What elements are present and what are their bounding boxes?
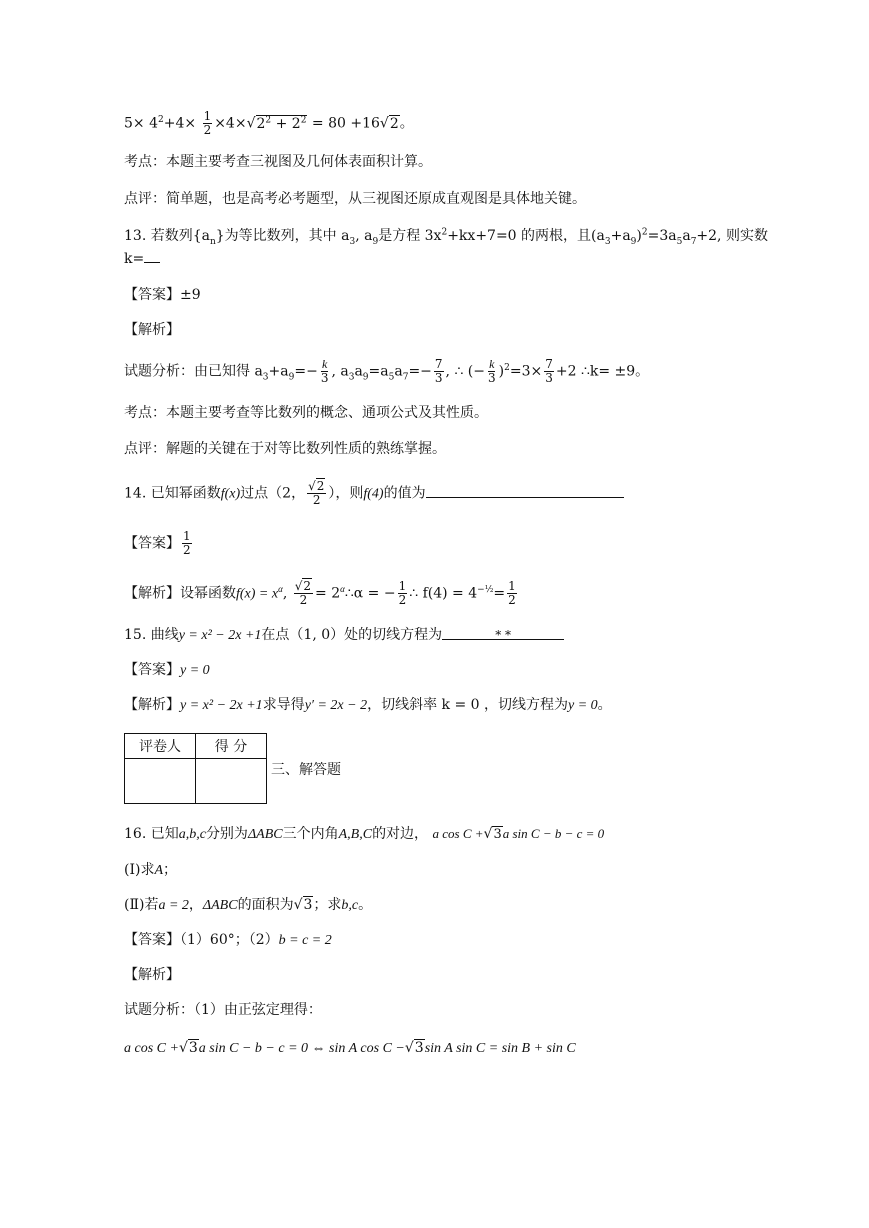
text: +a xyxy=(610,228,631,244)
q13-jiexi: 【解析】 xyxy=(124,322,180,338)
text: ； xyxy=(163,862,178,878)
text: 分别为 xyxy=(205,826,248,842)
math: y = x² − 2x +1 xyxy=(180,698,263,713)
answer-label: 【答案】 xyxy=(124,932,180,948)
text: , a xyxy=(355,228,373,244)
text: ∴α = − xyxy=(344,585,396,602)
text: =− xyxy=(294,363,318,380)
q13-stem: 13. 若数列$\{a_n\}$为等比数列，其中 $a_3$, $a_9$是方程 $3x^2+kx+7=0$ 的两根，且$(a_3+a_9)^2=3a_5a_7+2$, 则实数 xyxy=(124,227,768,247)
exponent: 2 xyxy=(158,114,164,125)
text: 15. 曲线 xyxy=(124,627,179,643)
answer-blank xyxy=(426,483,624,498)
text: 【解析】设幂函数 xyxy=(124,585,236,602)
q13-answer xyxy=(124,285,201,305)
text: k= xyxy=(124,251,145,267)
answer-label: 【答案】 xyxy=(124,535,180,552)
math: y = x² − 2x +1 xyxy=(178,628,262,643)
text: 5× 4 xyxy=(124,115,158,132)
text: ) xyxy=(498,363,505,380)
text: 三个内角 xyxy=(282,826,339,842)
answer-label: 【答案】 xyxy=(124,662,180,678)
math: A xyxy=(154,863,164,878)
math: a cos C + xyxy=(124,1041,179,1056)
q16-derivation: a cos C +√3a sin C − b − c = 0 ⇔ sin A cos C −√3sin A sin C = sin B + sin C xyxy=(124,1040,576,1056)
text: =3a xyxy=(647,228,677,244)
sqrt-radicand: $2^2 + 2^2$ xyxy=(256,114,307,132)
text: 14. 已知幂函数 xyxy=(124,485,221,502)
text: ，切线斜率 k = 0 ，切线方程为 xyxy=(367,697,568,713)
answer-label: 【答案】 xyxy=(124,287,180,303)
text: 过点（2， xyxy=(240,485,306,502)
answer-value: y = 0 xyxy=(180,663,210,678)
fraction: $\frac{7}{3}$ xyxy=(434,357,443,385)
text: +kx+7=0 的两根，且(a xyxy=(447,228,605,244)
text: 的值为 xyxy=(383,485,426,502)
text: +4× xyxy=(163,115,197,132)
text: +2, 则实数 xyxy=(696,228,768,244)
text: +2 ∴k= ±9。 xyxy=(555,363,650,380)
text: 【解析】 xyxy=(124,697,180,713)
fraction: $\frac{k}{3}$ xyxy=(488,357,496,385)
blank-marks: * * xyxy=(495,628,512,642)
score-header: 得 分 xyxy=(196,734,267,759)
text: 求导得 xyxy=(262,697,305,713)
q16-stem: 16. 已知a,b,c分别为ΔABC三个内角A,B,C的对边， a cos C +√3a sin C − b − c = 0 xyxy=(124,826,605,842)
q13-dianping: 点评：解题的关键在于对等比数列性质的熟练掌握。 xyxy=(124,441,446,457)
q15-jiexi xyxy=(124,695,612,716)
score-cell xyxy=(196,759,267,804)
text: 的对边， xyxy=(372,826,429,842)
q15-stem xyxy=(124,625,564,646)
math: b,c xyxy=(341,898,359,913)
q13-analysis: 试题分析：由已知得 $a_3+a_9=-$ $\frac{k}{3}$ , $a_3a_9=a_5a_7=-$ $\frac{7}{3}$ , ∴ (− $\frac{k}{3}$ )$^2$=3× $\frac{7}{3}$ +2 ∴k= ±9。 xyxy=(124,357,650,385)
section-heading: 三、解答题 xyxy=(271,762,341,778)
math: A,B,C xyxy=(338,827,373,842)
text: +a xyxy=(268,363,289,380)
q15-answer xyxy=(124,660,210,681)
text: = 80 +16 xyxy=(311,115,380,132)
q16-jiexi: 【解析】 xyxy=(124,967,180,983)
text: 是方程 3x xyxy=(378,228,442,244)
q16-part1 xyxy=(124,860,177,881)
math: b = c = 2 xyxy=(278,933,332,948)
math: f(x) = x xyxy=(236,586,279,602)
text: ∴ f(4) = 4 xyxy=(409,585,478,602)
text: }为等比数列，其中 a xyxy=(215,228,350,244)
text: = 2 xyxy=(315,585,341,602)
text: a xyxy=(394,363,403,380)
q14-answer xyxy=(124,530,194,557)
answer-fraction: $\frac{1}{2}$ xyxy=(183,529,191,557)
text: =− xyxy=(408,363,432,380)
grader-cell xyxy=(125,759,196,804)
text: 的面积为 xyxy=(237,897,294,913)
answer-value: ±9 xyxy=(180,287,201,303)
text: 13. 若数列{a xyxy=(124,228,210,244)
answer-blank xyxy=(144,248,160,263)
score-table xyxy=(124,733,267,804)
q14-jiexi: 【解析】设幂函数$f(x) = x^\alpha$, $\frac{√2}{2}$ = $2^\alpha\therefore\alpha$ = − $\frac{1}{2}$ ∴ $f(4) = 4^{-\frac{1}{2}}=$ $\frac{1}{2}$ xyxy=(124,579,516,607)
text: ， xyxy=(188,897,203,913)
text: (Ⅰ)求 xyxy=(124,862,155,878)
fraction: $\frac{k}{3}$ xyxy=(320,357,329,385)
math: a sin C − b − c = 0 ⇔ sin A cos C − xyxy=(198,1041,405,1056)
math: f(4) xyxy=(363,486,384,502)
fraction: $\frac{√2}{2}$ xyxy=(308,479,325,507)
math: f(x) xyxy=(220,486,241,502)
dianping-1: 点评：简单题，也是高考必考题型，从三视图还原成直观图是具体地关键。 xyxy=(124,191,586,207)
q16-answer xyxy=(124,930,332,951)
math: ΔABC xyxy=(247,827,283,842)
text: 。 xyxy=(358,897,373,913)
kaodian-1: 考点：本题主要考查三视图及几何体表面积计算。 xyxy=(124,154,432,170)
math: a = 2 xyxy=(158,898,189,913)
q13-stem-line2 xyxy=(124,248,160,269)
math: ΔABC xyxy=(202,898,238,913)
fraction: $\frac{1}{2}$ xyxy=(398,579,407,607)
math: a cos C + xyxy=(432,826,484,841)
math: a,b,c xyxy=(178,827,206,842)
text: 。 xyxy=(399,115,414,132)
fraction: $\frac{1}{2}$ xyxy=(508,579,516,607)
math: a sin C − b − c = 0 xyxy=(502,826,605,841)
grader-header: 评卷人 xyxy=(125,734,196,759)
math: sin A sin C = sin B + sin C xyxy=(424,1041,576,1056)
q16-part2: (Ⅱ)若a = 2，ΔABC的面积为√3；求b,c。 xyxy=(124,897,373,913)
text: (Ⅱ)若 xyxy=(124,897,159,913)
text: =3× xyxy=(509,363,543,380)
math: y′ = 2x − 2 xyxy=(304,698,368,713)
q13-kaodian: 考点：本题主要考查等比数列的概念、通项公式及其性质。 xyxy=(124,405,488,421)
text: 。 xyxy=(597,697,612,713)
text: , a xyxy=(331,363,349,380)
text: a xyxy=(354,363,363,380)
text: 试题分析：由已知得 a xyxy=(124,363,263,380)
answer-blank xyxy=(442,625,564,640)
fraction: $\frac{1}{2}$ xyxy=(203,109,212,137)
text: a xyxy=(682,228,691,244)
text: ），则 xyxy=(328,485,364,502)
text: 在点（1, 0）处的切线方程为 xyxy=(261,627,443,643)
q14-stem xyxy=(124,480,624,507)
q16-analysis: 试题分析：（1）由正弦定理得： xyxy=(124,1002,322,1018)
text: , ∴ (− xyxy=(445,363,485,380)
fraction: $\frac{√2}{2}$ xyxy=(294,579,312,607)
fraction: $\frac{7}{3}$ xyxy=(545,357,553,385)
text: ) xyxy=(636,228,642,244)
text: （1）60°；（2） xyxy=(180,932,279,948)
math: y = 0 xyxy=(568,698,598,713)
text: =a xyxy=(368,363,389,380)
text: ×4× xyxy=(214,115,247,132)
formula-line-1: $5\times 4^2+4\times$ $\frac{1}{2}$ $\times 4\times√2^2 + 2^2 = 80 +16√2$。 xyxy=(124,109,414,137)
text: ；求 xyxy=(313,897,342,913)
text: = xyxy=(493,585,506,602)
text: 16. 已知 xyxy=(124,826,179,842)
